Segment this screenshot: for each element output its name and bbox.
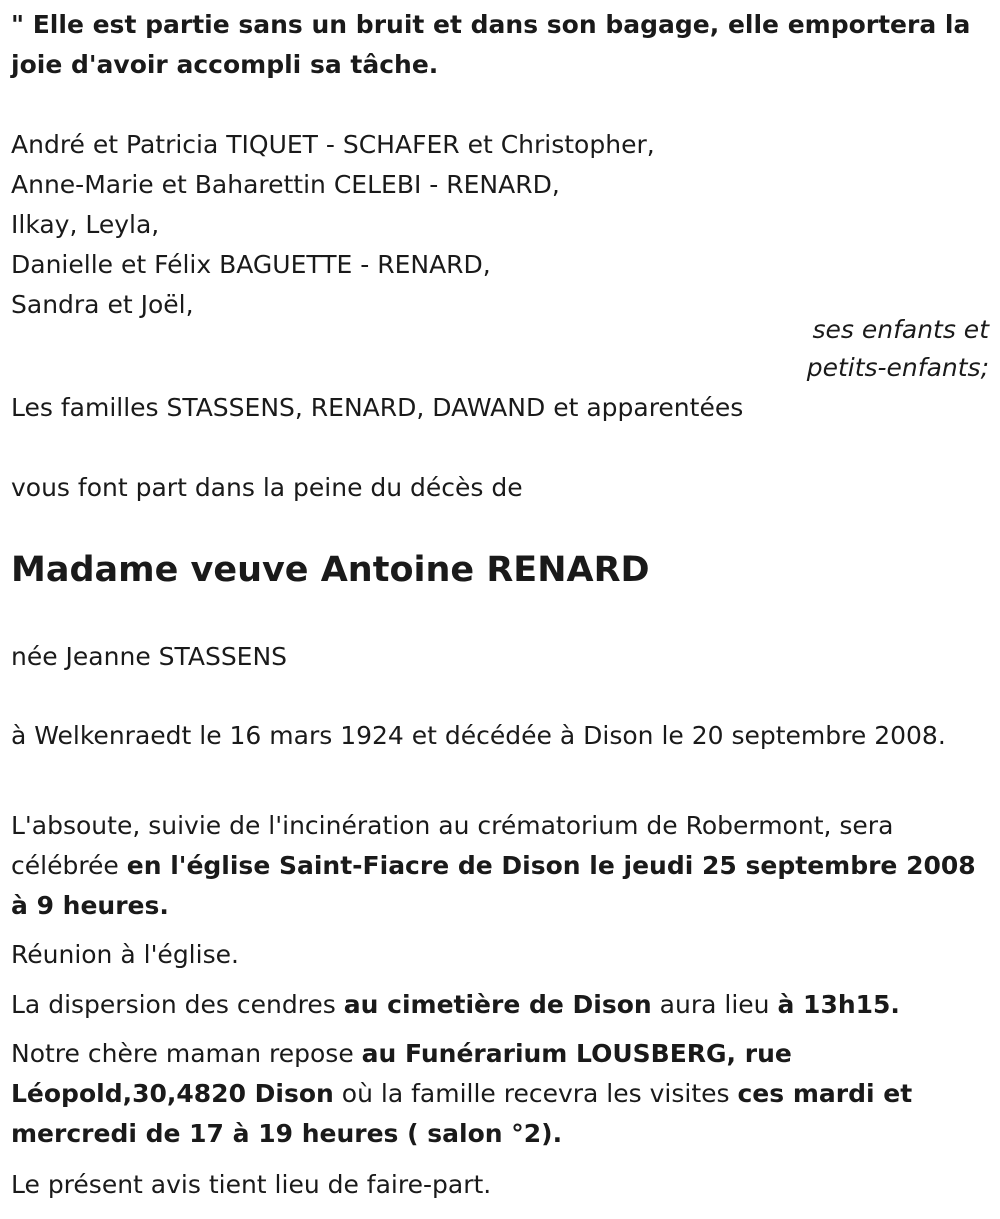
dispersion-place: au cimetière de Dison — [343, 990, 652, 1019]
relation-label: ses enfants et — [812, 315, 989, 344]
ceremony-paragraph — [11, 806, 991, 926]
family-line: Anne-Marie et Baharettin CELEBI - RENARD, — [11, 170, 560, 199]
announcement-text: vous font part dans la peine du décès de — [11, 473, 523, 502]
reunion-text: Réunion à l'église. — [11, 940, 239, 969]
relation-label: petits-enfants; — [806, 353, 989, 382]
repose-paragraph — [11, 1034, 971, 1154]
family-line: Ilkay, Leyla, — [11, 210, 160, 239]
family-line: Danielle et Félix BAGUETTE - RENARD, — [11, 250, 491, 279]
related-families: Les familles STASSENS, RENARD, DAWAND et apparentées — [11, 393, 744, 422]
deceased-name: Madame veuve Antoine RENARD — [11, 550, 650, 590]
repose-mid: où la famille recevra les visites — [333, 1079, 738, 1108]
birth-death-dates: à Welkenraedt le 16 mars 1924 et décédée à Dison le 20 septembre 2008. — [11, 721, 946, 750]
ceremony-intro: L'absoute, suivie de l'incinération au crématorium de Robermont, sera célébrée — [11, 811, 894, 880]
family-line: André et Patricia TIQUET - SCHAFER et Christopher, — [11, 130, 655, 159]
visiting-hours: ces mardi et mercredi de 17 à 19 heures ( salon °2). — [11, 1079, 913, 1148]
dispersion-paragraph — [11, 985, 991, 1025]
dispersion-mid: aura lieu — [651, 990, 778, 1019]
birth-name: née Jeanne STASSENS — [11, 642, 288, 671]
funeral-home-address: au Funérarium LOUSBERG, rue Léopold,30,4820 Dison — [11, 1039, 792, 1108]
dispersion-time: à 13h15. — [777, 990, 900, 1019]
ceremony-details: en l'église Saint-Fiacre de Dison le jeudi 25 septembre 2008 à 9 heures. — [11, 851, 976, 920]
epigraph-quote: " Elle est partie sans un bruit et dans son bagage, elle emportera la joie d'avoir accompli sa tâche. — [11, 10, 971, 79]
family-line: Sandra et Joël, — [11, 290, 194, 319]
closing-note: Le présent avis tient lieu de faire-part. — [11, 1170, 492, 1199]
repose-intro: Notre chère maman repose — [11, 1039, 362, 1068]
dispersion-intro: La dispersion des cendres — [11, 990, 344, 1019]
